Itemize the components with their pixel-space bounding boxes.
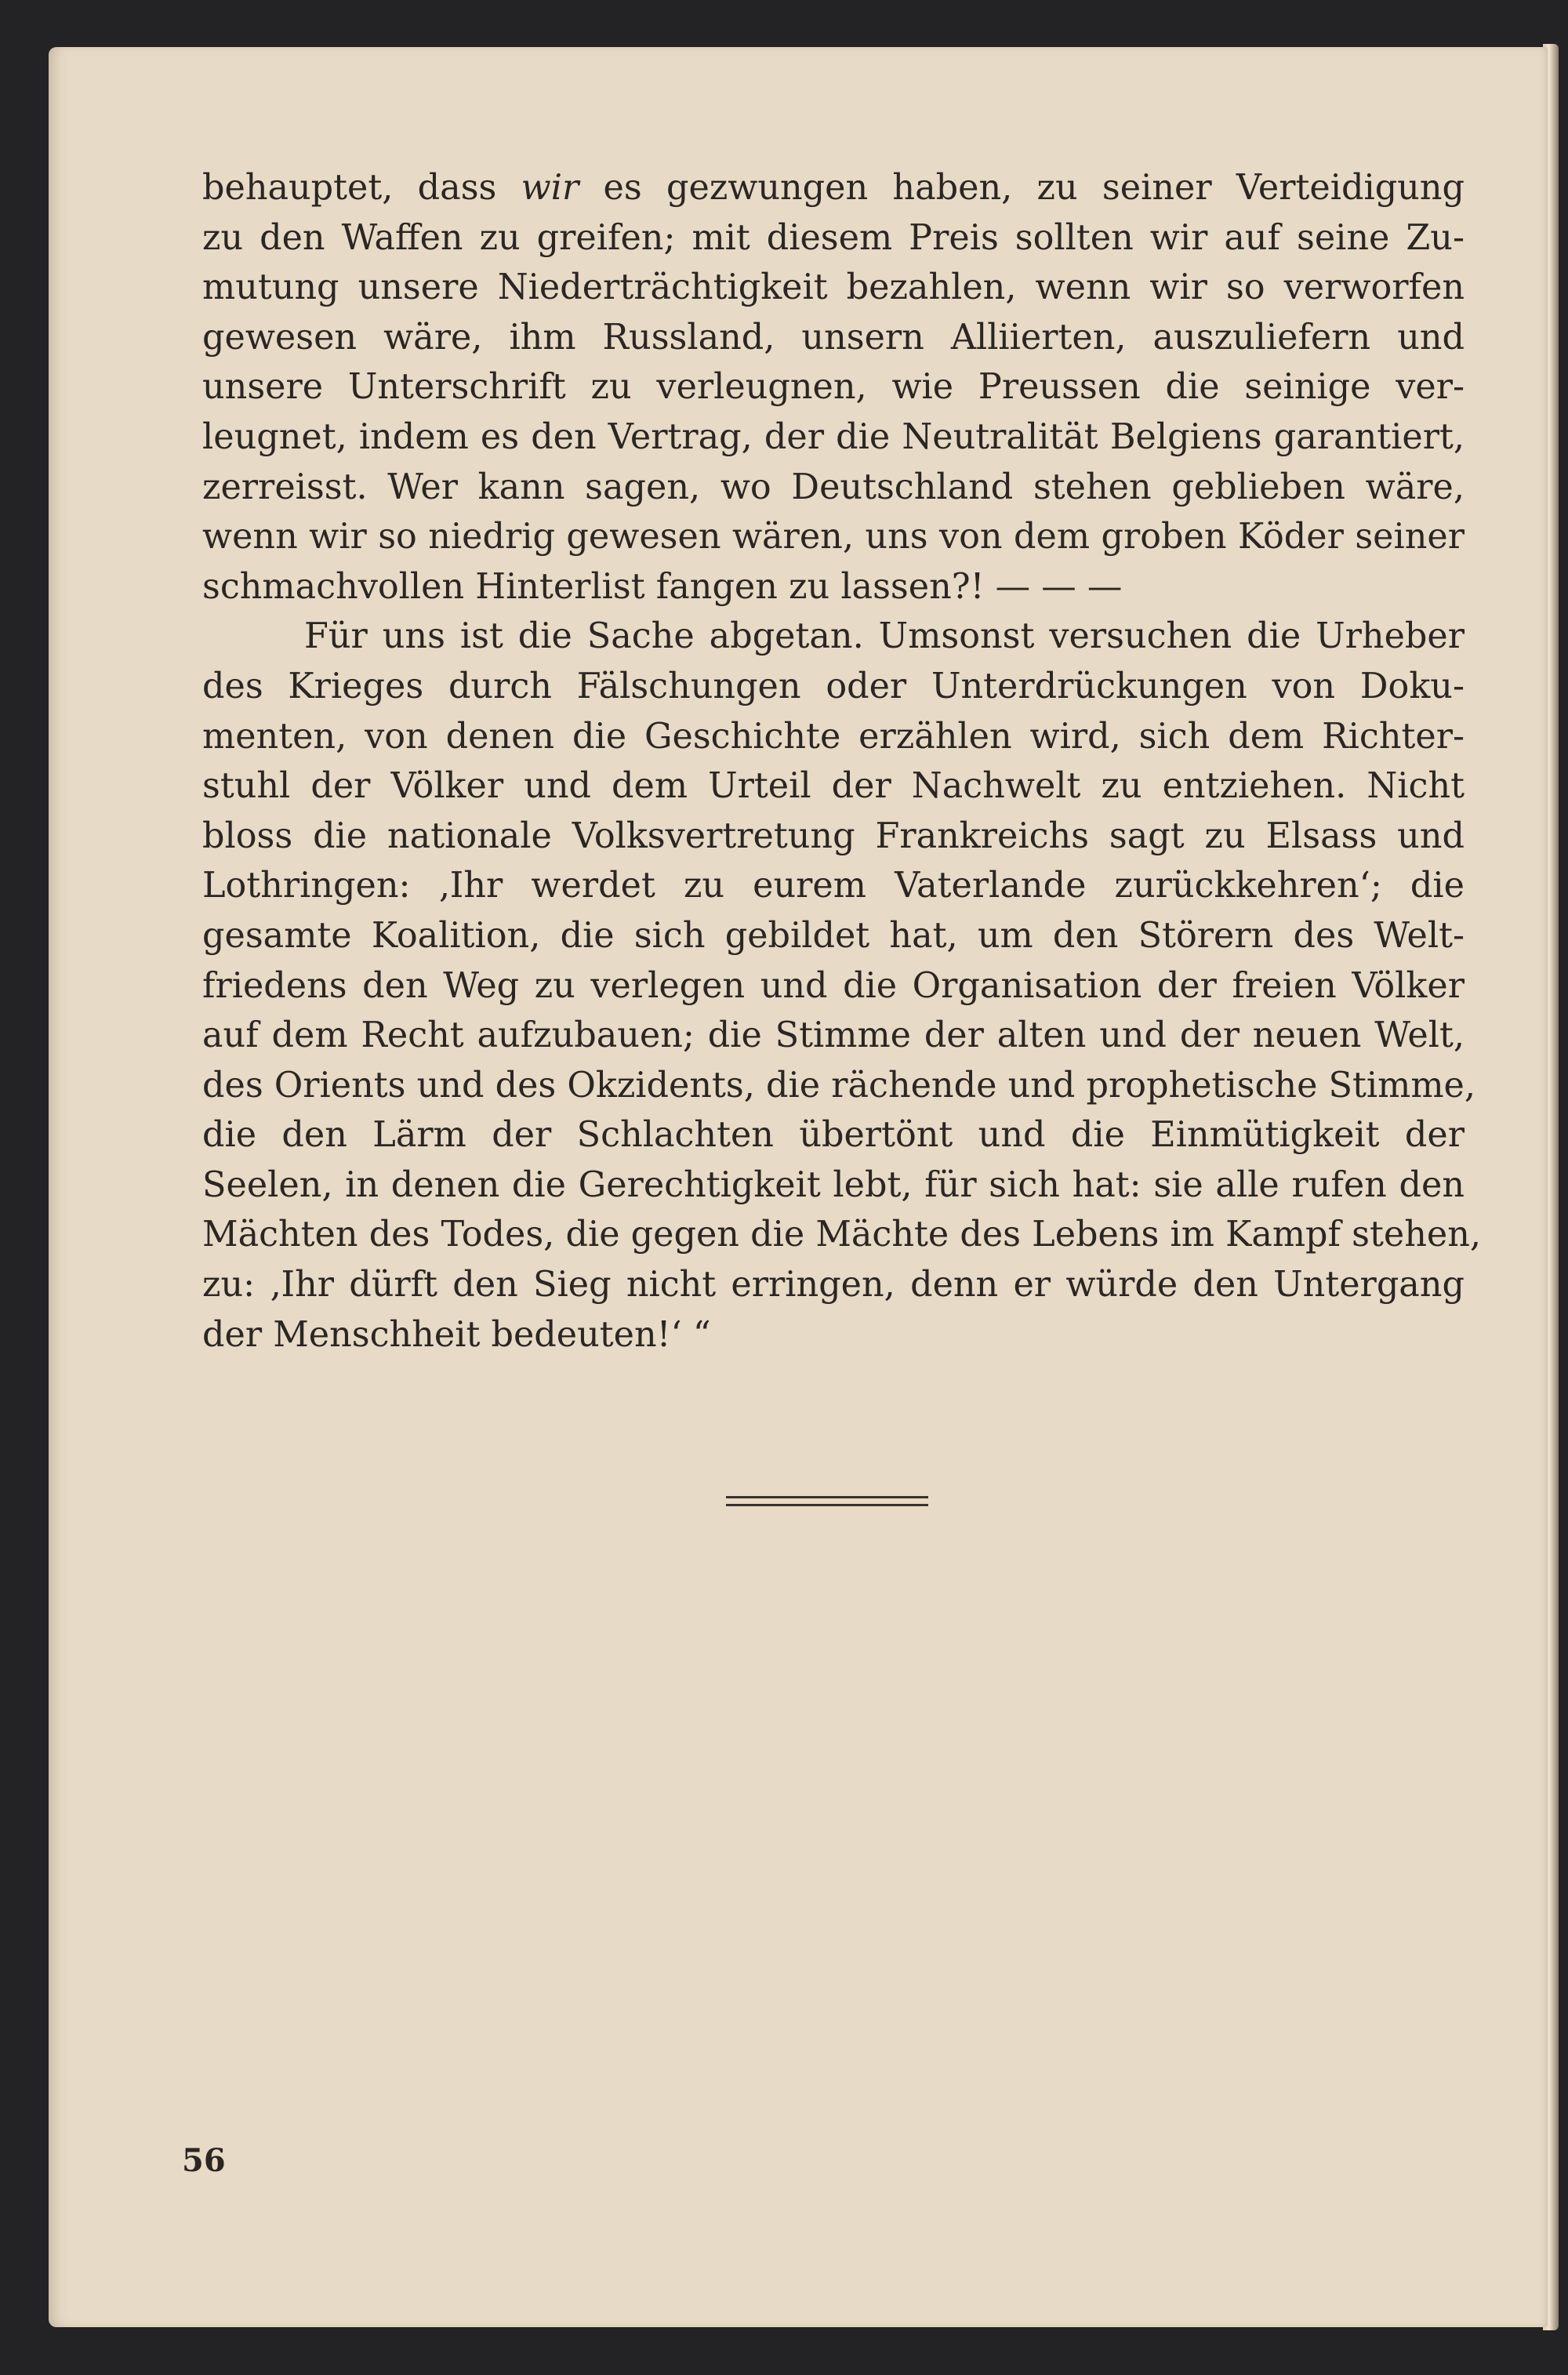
text-line: mutung unsere Niederträchtigkeit bezahlen, wenn wir so verworfen: [202, 267, 1465, 308]
text-line: Für uns ist die Sache abgetan. Umsonst versuchen die Urheber: [304, 616, 1465, 657]
text-line: unsere Unterschrift zu verleugnen, wie Preussen die seinige ver-: [202, 367, 1465, 408]
text-line: [202, 163, 1465, 213]
text-line: Seelen, in denen die Gerechtigkeit lebt, für sich hat: sie alle rufen den: [202, 1164, 1465, 1205]
double-rule-divider: [726, 1496, 928, 1509]
text-line: wenn wir so niedrig gewesen wären, uns von dem groben Köder seiner: [202, 517, 1465, 557]
text-line: bloss die nationale Volksvertretung Frankreichs sagt zu Elsass und: [202, 815, 1465, 856]
text-line: Lothringen: ‚Ihr werdet zu eurem Vaterlande zurückkehren‘; die: [202, 866, 1465, 906]
text-line: Mächten des Todes, die gegen die Mächte des Lebens im Kampf stehen,: [202, 1215, 1482, 1255]
text-span: behauptet, dass: [202, 168, 521, 208]
rule-line: [726, 1504, 928, 1506]
text-line: des Krieges durch Fälschungen oder Unterdrückungen von Doku-: [202, 666, 1465, 706]
text-line: schmachvollen Hinterlist fangen zu lassen?! — — —: [202, 566, 1123, 607]
page-number: 56: [182, 2142, 226, 2179]
text-line: auf dem Recht aufzubauen; die Stimme der alten und der neuen Welt,: [202, 1015, 1465, 1056]
body-text: [202, 163, 1482, 1360]
text-line: menten, von denen die Geschichte erzählen wird, sich dem Richter-: [202, 716, 1465, 757]
emphasis-text: wir: [521, 168, 579, 208]
text-line: die den Lärm der Schlachten übertönt und die Einmütigkeit der: [202, 1115, 1465, 1156]
text-line: gesamte Koalition, die sich gebildet hat, um den Störern des Welt-: [202, 915, 1465, 956]
text-line: zu: ‚Ihr dürft den Sieg nicht erringen, denn er würde den Untergang: [202, 1265, 1465, 1306]
text-line: zu den Waffen zu greifen; mit diesem Preis sollten wir auf seine Zu-: [202, 217, 1465, 258]
paragraph-2: [202, 612, 1482, 1360]
text-line: friedens den Weg zu verlegen und die Organisation der freien Völker: [202, 965, 1465, 1006]
text-line: stuhl der Völker und dem Urteil der Nachwelt zu entziehen. Nicht: [202, 766, 1465, 807]
paragraph-1: [202, 163, 1465, 612]
text-span: es gezwungen haben, zu seiner Verteidigung: [579, 168, 1465, 208]
text-line: gewesen wäre, ihm Russland, unsern Alliierten, auszuliefern und: [202, 317, 1465, 358]
text-line: des Orients und des Okzidents, die rächende und prophetische Stimme,: [202, 1065, 1476, 1106]
text-line: leugnet, indem es den Vertrag, der die Neutralität Belgiens garantiert,: [202, 416, 1465, 457]
text-line: der Menschheit bedeuten!‘ “: [202, 1314, 711, 1355]
rule-line: [726, 1496, 928, 1498]
text-line: zerreisst. Wer kann sagen, wo Deutschland stehen geblieben wäre,: [202, 467, 1465, 507]
